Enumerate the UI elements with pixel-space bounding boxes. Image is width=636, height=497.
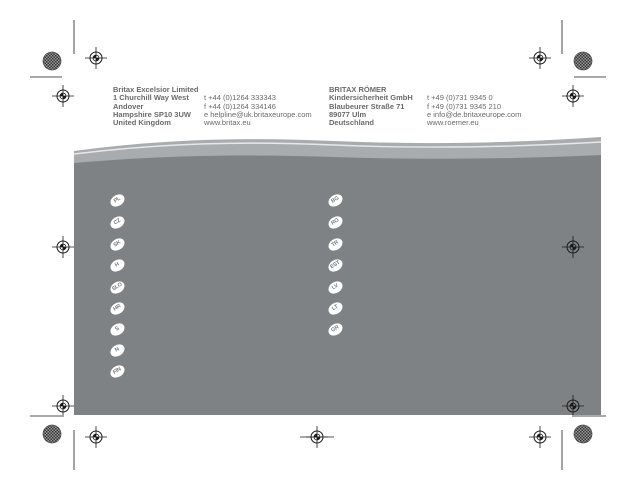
email-address: e info@de.britaxeurope.com: [427, 109, 522, 119]
address-line: United Kingdom: [113, 118, 171, 128]
address-line: 1 Churchill Way West: [113, 93, 189, 103]
language-badge-bg: BG: [326, 192, 345, 209]
language-badge-slo: SLO: [108, 279, 127, 296]
language-badge-fin: FIN: [108, 363, 127, 380]
grey-content-panel: [74, 135, 601, 415]
address-line: 89077 Ulm: [329, 109, 367, 119]
fax-number: f +44 (0)1264 334146: [204, 101, 276, 111]
phone-number: t +49 (0)731 9345 0: [427, 93, 493, 103]
language-badge-cz: CZ: [108, 214, 127, 231]
address-uk-postal: [113, 86, 198, 127]
language-badge-h: H: [108, 257, 127, 274]
registration-mark-icon: [52, 395, 74, 417]
color-bar-dot-icon: [574, 425, 592, 443]
registration-mark-icon: [85, 47, 107, 69]
address-de-postal: [329, 86, 413, 127]
registration-mark-icon: [52, 236, 74, 258]
address-line: Blaubeurer Straße 71: [329, 101, 405, 111]
color-bar-dot-icon: [43, 425, 61, 443]
website-url: www.roemer.eu: [427, 118, 479, 128]
company-name-uk: Britax Excelsior Limited: [113, 85, 199, 94]
language-badge-pl: PL: [108, 192, 127, 209]
language-badge-tr: TR: [326, 236, 345, 253]
language-badge-s: S: [108, 321, 127, 338]
company-name-de: BRITAX RÖMER: [329, 85, 387, 94]
address-line: Hampshire SP10 3UW: [113, 109, 191, 119]
language-badge-lv: LV: [326, 279, 345, 296]
language-badge-est: EST: [326, 257, 345, 274]
registration-mark-icon: [529, 426, 551, 448]
language-badge-sk: SK: [108, 236, 127, 253]
website-url: www.britax.eu: [204, 118, 251, 128]
address-line: Deutschland: [329, 118, 375, 128]
language-badge-hr: HR: [108, 300, 127, 317]
color-bar-dot-icon: [43, 52, 61, 70]
color-bar-dot-icon: [574, 52, 592, 70]
panel-background: [74, 135, 601, 415]
email-address: e helpline@uk.britaxeurope.com: [204, 109, 312, 119]
language-badge-gr: GR: [326, 321, 345, 338]
registration-mark-icon: [52, 85, 74, 107]
registration-mark-icon: [562, 85, 584, 107]
registration-mark-icon: [85, 426, 107, 448]
registration-mark-icon: [529, 47, 551, 69]
address-de-contacts: [427, 94, 521, 127]
language-badge-ro: RO: [326, 214, 345, 231]
fax-number: f +49 (0)731 9345 210: [427, 101, 502, 111]
phone-number: t +44 (0)1264 333343: [204, 93, 276, 103]
language-badge-lt: LT: [326, 300, 345, 317]
language-badge-n: N: [108, 342, 127, 359]
address-uk-contacts: [204, 94, 312, 127]
address-line: Andover: [113, 101, 144, 111]
registration-mark-icon: [306, 426, 328, 448]
address-line: Kindersicherheit GmbH: [329, 93, 413, 103]
